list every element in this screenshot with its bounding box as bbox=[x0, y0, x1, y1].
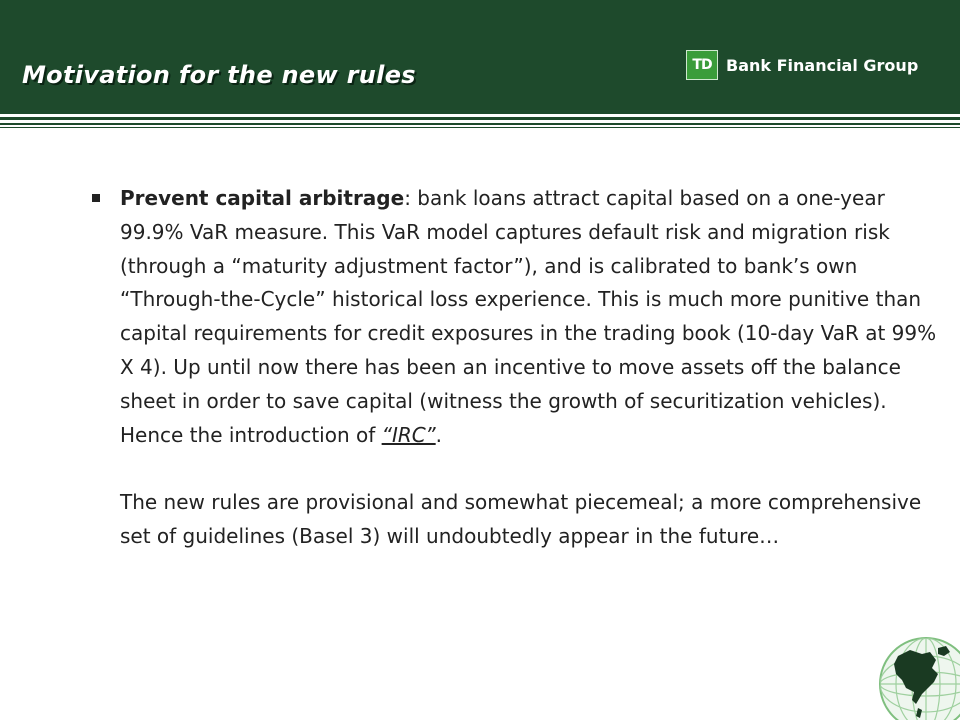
header-band bbox=[0, 0, 960, 114]
slide-title: Motivation for the new rules bbox=[22, 61, 416, 89]
divider-stripe-2 bbox=[0, 123, 960, 125]
slide-body bbox=[92, 182, 940, 554]
bullet-text: : bank loans attract capital based on a one-year 99.9% VaR measure. This VaR model captures default risk and migration risk (through a “maturity adjustment factor”), and is calibrated to bank’s own “Through-the-Cycle” historical loss experience. This is much more punitive than capital requirements for credit exposures in the trading book (10-day VaR at 99% X 4). Up until now there has been an incentive to move assets off the balance sheet in order to save capital (witness the growth of securitization vehicles). Hence the introduction of bbox=[120, 186, 937, 447]
td-logo bbox=[686, 50, 918, 80]
paragraph-2: The new rules are provisional and somewhat piecemeal; a more comprehensive set of guidelines (Basel 3) will undoubtedly appear in the future… bbox=[120, 490, 922, 548]
logo-text: Bank Financial Group bbox=[726, 55, 919, 75]
globe-north-america-icon bbox=[876, 634, 960, 720]
square-bullet-icon bbox=[92, 194, 100, 202]
divider-stripe-1 bbox=[0, 117, 960, 120]
bullet-lead: Prevent capital arbitrage bbox=[120, 186, 405, 210]
divider-stripe-3 bbox=[0, 127, 960, 128]
irc-link[interactable]: “IRC” bbox=[381, 422, 436, 447]
td-mark-label: TD bbox=[692, 57, 712, 73]
bullet-item bbox=[92, 182, 940, 452]
bullet-text-end: . bbox=[435, 422, 443, 447]
td-mark-icon bbox=[686, 50, 718, 80]
header-divider bbox=[0, 114, 960, 130]
